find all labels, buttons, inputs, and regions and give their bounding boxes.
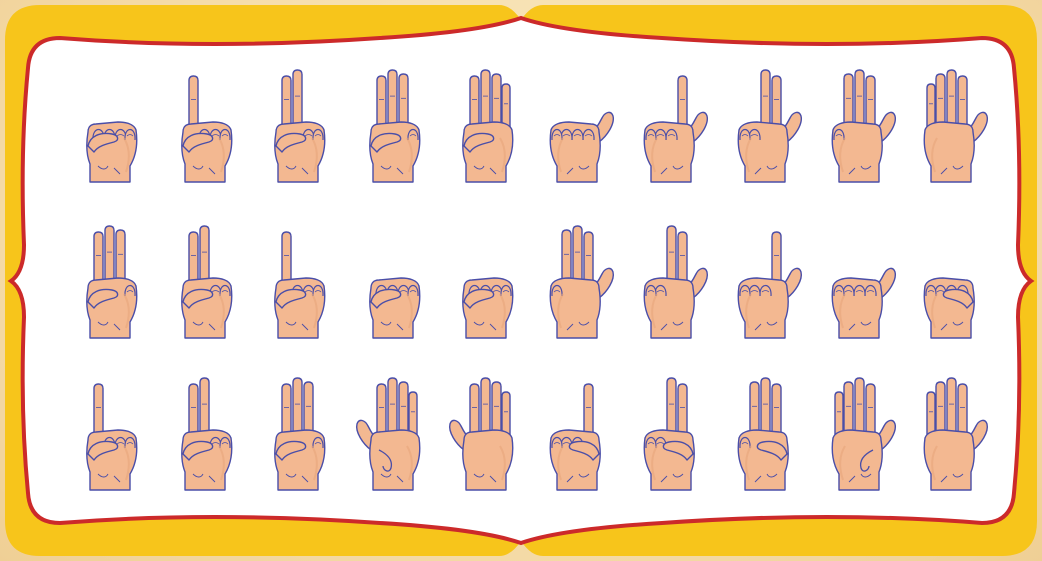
hand-3-3 <box>256 380 336 494</box>
hand-icon <box>68 72 148 186</box>
hand-icon <box>727 72 807 186</box>
hand-2-8 <box>727 228 807 342</box>
hand-icon <box>163 228 243 342</box>
hand-icon <box>539 72 619 186</box>
hand-icon <box>351 72 431 186</box>
hand-1-8 <box>727 72 807 186</box>
hand-3-1 <box>68 380 148 494</box>
hand-icon <box>821 228 901 342</box>
hand-1-2 <box>163 72 243 186</box>
hand-icon <box>351 380 431 494</box>
hand-icon <box>913 72 993 186</box>
hand-2-1 <box>68 228 148 342</box>
hand-3-2 <box>163 380 243 494</box>
hand-3-4 <box>351 380 431 494</box>
hand-1-3 <box>256 72 336 186</box>
hand-2-5 <box>444 228 524 342</box>
hand-1-4 <box>351 72 431 186</box>
hand-2-2 <box>163 228 243 342</box>
hand-icon <box>727 380 807 494</box>
hand-3-6 <box>539 380 619 494</box>
hand-3-9 <box>821 380 901 494</box>
hand-1-1 <box>68 72 148 186</box>
hand-1-10 <box>913 72 993 186</box>
hand-2-4 <box>351 228 431 342</box>
hand-3-7 <box>633 380 713 494</box>
hand-icon <box>68 228 148 342</box>
hand-icon <box>163 72 243 186</box>
hand-1-9 <box>821 72 901 186</box>
hand-2-7 <box>633 228 713 342</box>
hand-icon <box>539 380 619 494</box>
hand-icon <box>633 228 713 342</box>
hand-2-6 <box>539 228 619 342</box>
hand-icon <box>351 228 431 342</box>
hand-icon <box>256 380 336 494</box>
hand-icon <box>913 228 993 342</box>
hand-3-5 <box>444 380 524 494</box>
hand-icon <box>913 380 993 494</box>
hand-3-8 <box>727 380 807 494</box>
hand-icon <box>633 380 713 494</box>
hand-1-6 <box>539 72 619 186</box>
hand-1-5 <box>444 72 524 186</box>
hand-icon <box>727 228 807 342</box>
hand-icon <box>821 72 901 186</box>
hand-icon <box>256 228 336 342</box>
hand-icon <box>633 72 713 186</box>
hand-icon <box>163 380 243 494</box>
hand-icon <box>444 380 524 494</box>
hand-icon <box>821 380 901 494</box>
hand-2-9 <box>821 228 901 342</box>
hand-icon <box>539 228 619 342</box>
hand-3-10 <box>913 380 993 494</box>
hand-2-10 <box>913 228 993 342</box>
hand-1-7 <box>633 72 713 186</box>
hand-icon <box>444 72 524 186</box>
hand-icon <box>444 228 524 342</box>
hand-icon <box>68 380 148 494</box>
hand-2-3 <box>256 228 336 342</box>
hand-icon <box>256 72 336 186</box>
